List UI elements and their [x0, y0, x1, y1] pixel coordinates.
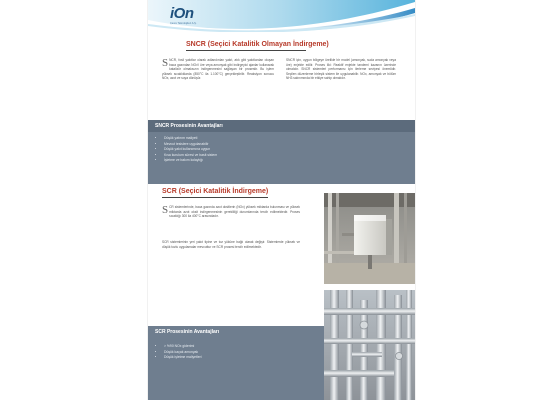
- scr-paragraph-1: [162, 205, 300, 219]
- scr-reactor-photo: [324, 193, 415, 284]
- logo-subtext: Çevre Teknolojileri A.Ş.: [170, 22, 197, 25]
- brochure-page: [148, 0, 415, 400]
- scr-advantages-item: • > %90 NOx giderimi: [164, 344, 202, 350]
- scr-advantages-item: • Düşük işletme maliyetleri: [164, 355, 202, 361]
- scr-advantages-item: • Düşük kaçak amonyak: [164, 350, 202, 356]
- scr-title-underline: [162, 197, 268, 198]
- scr-drop-cap: S: [162, 204, 169, 216]
- scr-paragraph-1-text: CR sistemlerinde, baca gazında azot oksitlerin (NOx) yüksek miktarda bulunması ve yüksek miktarda azot oksit indirgenmesinin gerekliliği durumlarında tercih edilmektedir. Proses sıcaklığı 300 ila 400°C arasındadır.: [169, 205, 300, 219]
- sncr-advantages-item: • Düşük yakıt kullanımına uygun: [164, 147, 217, 153]
- scr-advantages-list: [154, 344, 202, 361]
- company-logo: [170, 6, 197, 25]
- logo-text: iOn: [170, 5, 194, 22]
- sncr-drop-cap: S: [162, 57, 169, 69]
- sncr-advantages-title: SNCR Prosesinin Avantajları: [155, 123, 223, 129]
- sncr-advantages-band: [148, 120, 415, 184]
- sncr-advantages-item: • Mevcut tesislere uygulanabilir: [164, 142, 217, 148]
- sncr-column-1: [162, 58, 274, 81]
- sncr-advantages-header: [148, 120, 415, 132]
- scr-paragraph-2: SCR sistemlerinin yeri yakıt tipine ve toz yüküne bağlı olarak değişir. Sistemlerde yüksek ve düşük tozlu uygulamalar mevcuttur ve SCR prosesi tercih edilmektedir.: [162, 240, 300, 249]
- sncr-column-2: SNCR için, uygun bölgeye ürelikle bir model (amonyak, suda amonyak veya üre) enjekte edilir. Proses ilki: Reaktif enjekte tandemi kazanın üzerinde olmalıdır. SNCR sistemleri performansı için ilerleme seviyesi önemlidir. Seçilen düzenleme birleşik sistem ile uygulanabilir. NOx, amonyak ve bölüm NH3 salınımında bir etkiye sahip olmalıdır.: [286, 58, 396, 81]
- sncr-advantages-item: • Düşük yatırım maliyeti: [164, 136, 217, 142]
- header: [148, 0, 415, 32]
- scr-advantages-title: SCR Prosesinin Avantajları: [155, 329, 220, 335]
- pipe-installation-photo: [324, 290, 415, 400]
- sncr-advantages-item: • İşletme ve bakım kolaylığı: [164, 158, 217, 164]
- sncr-advantages-list: [154, 136, 217, 164]
- scr-title: SCR (Seçici Katalitik İndirgeme): [162, 188, 269, 195]
- sncr-column-1-text: NCR, fosil yakıtlar olarak adlandırılan yakıt, atık gibi yakıtlardan oluşan baca gazından NOx'i üre veya amonyak gibi indirgeyici ajanlar kullanarak katalizör olmaksızın indirgenmesini sağlayan bir prosestir. Bu işlem yüksek sıcaklıklarda (850°C ila 1.100°C) gerçekleştirilir. Reaksiyon sonucu NOx, azot ve suya dönüşür.: [162, 58, 274, 81]
- sncr-title-underline: [186, 50, 306, 51]
- sncr-advantages-item: • Kısa kurulum süresi ve basit sistem: [164, 153, 217, 159]
- sncr-title: SNCR (Seçici Katalitik Olmayan İndirgeme): [186, 41, 329, 48]
